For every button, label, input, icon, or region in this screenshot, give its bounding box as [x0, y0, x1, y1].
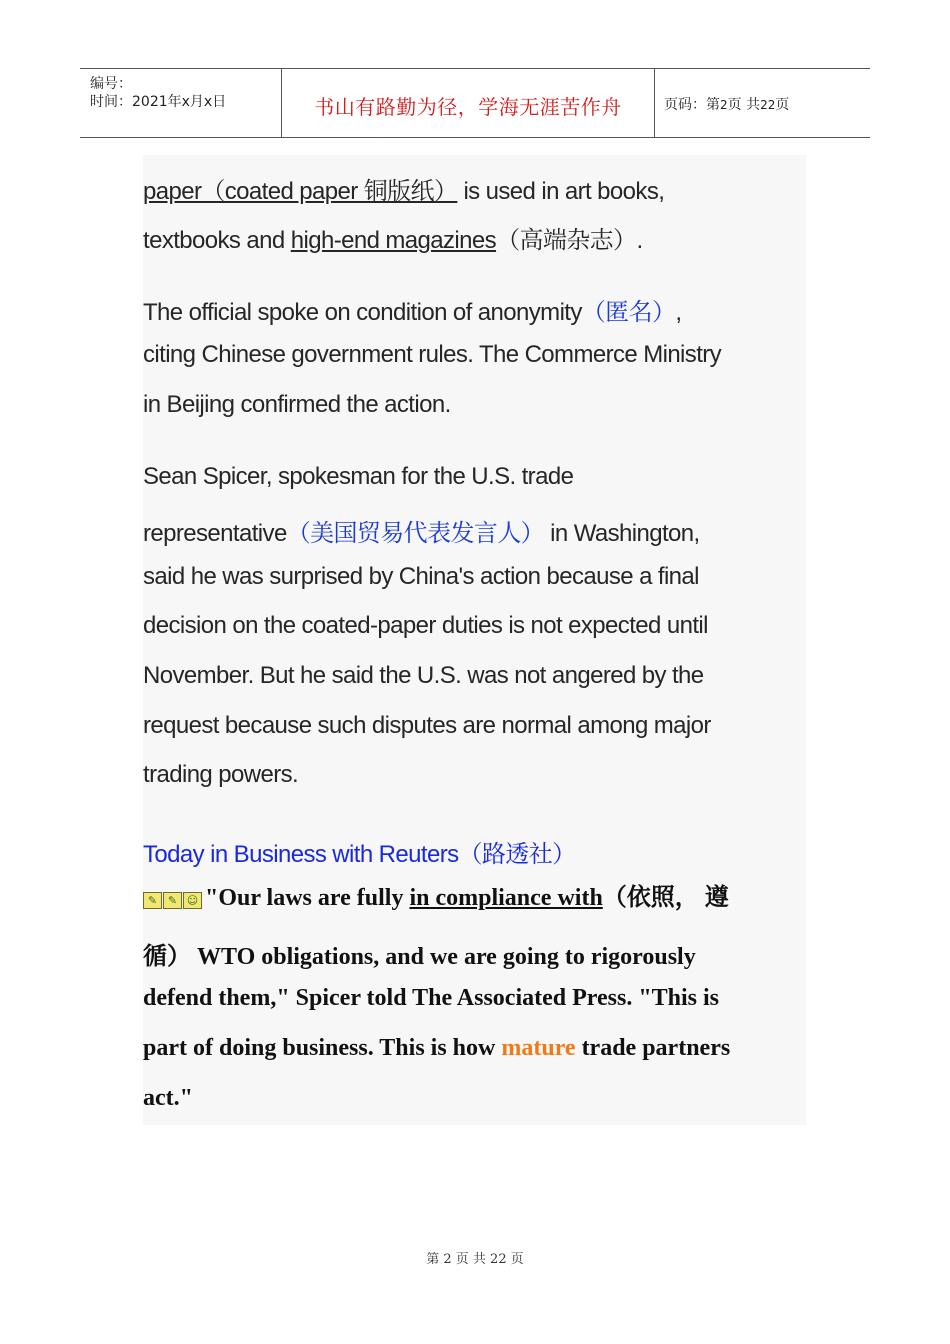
- quote-line5: act.": [143, 1085, 193, 1111]
- para3-line3: said he was surprised by China's action because a final: [143, 563, 699, 590]
- highlighted-word: mature: [501, 1035, 576, 1061]
- quote-line3: defend them," Spicer told The Associated Press. "This is: [143, 985, 720, 1011]
- page-header: [80, 68, 870, 138]
- para3-line5: November. But he said the U.S. was not angered by the: [143, 662, 704, 689]
- header-motto-cell: [281, 69, 655, 137]
- underlined-term: paper（coated paper 铜版纸）: [143, 178, 458, 205]
- quote-line2: 循） WTO obligations, and we are going to rigorously: [143, 944, 696, 970]
- para1-line2: textbooks and high-end magazines（高端杂志）.: [143, 227, 643, 254]
- edit-icon: ✎: [163, 892, 182, 909]
- para2-line1: The official spoke on condition of anonymity（匿名）,: [143, 299, 682, 326]
- edit-icon: ✎: [143, 892, 162, 909]
- para3-line4: decision on the coated-paper duties is not expected until: [143, 612, 708, 639]
- section-heading: Today in Business with Reuters（路透社）: [143, 841, 576, 868]
- para3-line1: Sean Spicer, spokesman for the U.S. trade: [143, 463, 574, 490]
- translation-note: （匿名）: [581, 299, 676, 326]
- para3-line2: representative（美国贸易代表发言人） in Washington,: [143, 520, 700, 547]
- page-number: 2: [720, 98, 728, 112]
- underlined-term: in compliance with: [409, 885, 603, 911]
- underlined-term: high-end magazines: [290, 227, 497, 254]
- number-label: 编号：: [90, 76, 132, 92]
- para3-line7: trading powers.: [143, 761, 299, 788]
- document-body: [143, 155, 806, 1125]
- quote-line4: part of doing business. This is how mature trade partners: [143, 1035, 731, 1061]
- translation-note: （美国贸易代表发言人）: [286, 520, 545, 547]
- para3-line6: request because such disputes are normal among major: [143, 712, 711, 739]
- para2-line3: in Beijing confirmed the action.: [143, 391, 451, 418]
- time-label: 时间：2021年x月x日: [90, 94, 227, 110]
- page-total: 22: [760, 98, 776, 112]
- page-indicator: 页码：第2页 共22页: [664, 97, 790, 113]
- quote-line1: ✎ ✎ ☺ "Our laws are fully in compliance with（依照， 遵: [143, 877, 806, 913]
- header-meta-cell: [80, 69, 280, 137]
- para2-line2: citing Chinese government rules. The Commerce Ministry: [143, 341, 722, 368]
- toolbar-icons: [143, 886, 203, 913]
- para1-line1: paper（coated paper 铜版纸） is used in art books,: [143, 178, 665, 205]
- motto: 书山有路勤为径，学海无涯苦作舟: [314, 95, 622, 119]
- page-footer: 第 2 页 共 22 页: [426, 1252, 524, 1267]
- person-icon: ☺: [183, 892, 202, 909]
- header-page-cell: [654, 69, 870, 137]
